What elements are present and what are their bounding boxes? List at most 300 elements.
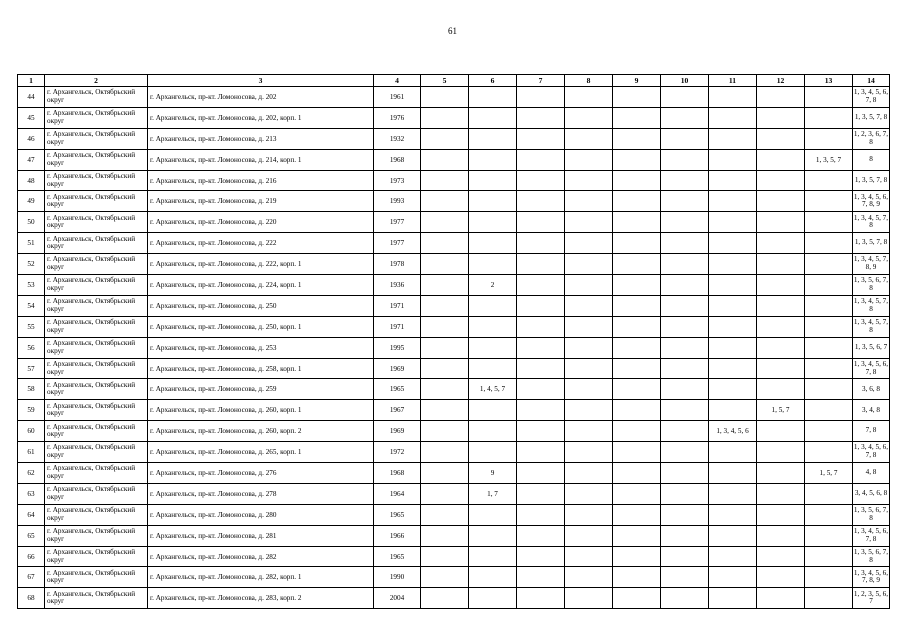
table-cell-col-6 <box>469 421 517 442</box>
table-cell-col-14: 8 <box>853 149 890 170</box>
table-cell-col-3: г. Архангельск, пр-кт. Ломоносова, д. 202, корп. 1 <box>148 107 374 128</box>
table-cell-col-14: 1, 3, 5, 6, 7, 8 <box>853 504 890 525</box>
table-cell-col-13 <box>805 233 853 254</box>
table-cell-col-6 <box>469 546 517 567</box>
table-cell-col-7 <box>517 149 565 170</box>
column-header-1: 1 <box>18 75 45 87</box>
table-row <box>18 191 890 212</box>
table-cell-col-6 <box>469 170 517 191</box>
table-cell-col-2: г. Архангельск, Октябрьский округ <box>45 546 148 567</box>
table-row <box>18 107 890 128</box>
table-cell-col-5 <box>421 233 469 254</box>
table-cell-col-9 <box>613 442 661 463</box>
table-row <box>18 463 890 484</box>
table-cell-col-3: г. Архангельск, пр-кт. Ломоносова, д. 214, корп. 1 <box>148 149 374 170</box>
table-cell-col-13 <box>805 442 853 463</box>
table-cell-col-11 <box>709 358 757 379</box>
table-row <box>18 275 890 296</box>
table-cell-col-5 <box>421 379 469 400</box>
table-cell-col-13: 1, 3, 5, 7 <box>805 149 853 170</box>
table-cell-col-1: 54 <box>18 295 45 316</box>
table-cell-col-8 <box>565 87 613 108</box>
table-cell-col-3: г. Архангельск, пр-кт. Ломоносова, д. 283, корп. 2 <box>148 588 374 609</box>
table-cell-col-1: 49 <box>18 191 45 212</box>
table-cell-col-13 <box>805 504 853 525</box>
table-cell-col-5 <box>421 275 469 296</box>
table-row <box>18 212 890 233</box>
table-cell-col-1: 64 <box>18 504 45 525</box>
table-cell-col-8 <box>565 525 613 546</box>
table-row <box>18 504 890 525</box>
table-cell-col-12 <box>757 379 805 400</box>
table-cell-col-8 <box>565 107 613 128</box>
table-cell-col-12 <box>757 421 805 442</box>
table-cell-col-3: г. Архангельск, пр-кт. Ломоносова, д. 260, корп. 2 <box>148 421 374 442</box>
table-row <box>18 525 890 546</box>
table-cell-col-8 <box>565 275 613 296</box>
table-cell-col-4: 1965 <box>374 504 421 525</box>
table-cell-col-10 <box>661 483 709 504</box>
table-cell-col-2: г. Архангельск, Октябрьский округ <box>45 254 148 275</box>
table-cell-col-11 <box>709 87 757 108</box>
table-cell-col-12 <box>757 107 805 128</box>
table-cell-col-6 <box>469 254 517 275</box>
table-cell-col-12 <box>757 588 805 609</box>
table-cell-col-1: 55 <box>18 316 45 337</box>
table-cell-col-2: г. Архангельск, Октябрьский округ <box>45 588 148 609</box>
table-row <box>18 170 890 191</box>
table-cell-col-10 <box>661 546 709 567</box>
table-cell-col-7 <box>517 233 565 254</box>
table-cell-col-8 <box>565 337 613 358</box>
table-cell-col-7 <box>517 358 565 379</box>
table-cell-col-10 <box>661 212 709 233</box>
table-cell-col-13 <box>805 421 853 442</box>
table-cell-col-7 <box>517 567 565 588</box>
table-cell-col-10 <box>661 149 709 170</box>
table-cell-col-1: 45 <box>18 107 45 128</box>
table-cell-col-12 <box>757 567 805 588</box>
table-cell-col-12 <box>757 483 805 504</box>
table-cell-col-6 <box>469 442 517 463</box>
table-cell-col-5 <box>421 525 469 546</box>
table-cell-col-12 <box>757 254 805 275</box>
table-cell-col-1: 61 <box>18 442 45 463</box>
table-cell-col-3: г. Архангельск, пр-кт. Ломоносова, д. 265, корп. 1 <box>148 442 374 463</box>
table-cell-col-14: 1, 3, 4, 5, 7, 8, 9 <box>853 254 890 275</box>
table-cell-col-9 <box>613 400 661 421</box>
table-cell-col-1: 50 <box>18 212 45 233</box>
table-cell-col-10 <box>661 588 709 609</box>
table-cell-col-2: г. Архангельск, Октябрьский округ <box>45 170 148 191</box>
table-cell-col-9 <box>613 107 661 128</box>
table-cell-col-14: 1, 3, 4, 5, 6, 7, 8 <box>853 358 890 379</box>
column-header-6: 6 <box>469 75 517 87</box>
table-cell-col-13 <box>805 107 853 128</box>
table-cell-col-13 <box>805 483 853 504</box>
table-cell-col-3: г. Архангельск, пр-кт. Ломоносова, д. 281 <box>148 525 374 546</box>
table-cell-col-14: 3, 4, 5, 6, 8 <box>853 483 890 504</box>
table-cell-col-12 <box>757 212 805 233</box>
table-cell-col-4: 1966 <box>374 525 421 546</box>
table-cell-col-2: г. Архангельск, Октябрьский округ <box>45 295 148 316</box>
table-cell-col-4: 1977 <box>374 212 421 233</box>
table-cell-col-6 <box>469 149 517 170</box>
table-cell-col-11 <box>709 254 757 275</box>
table-cell-col-3: г. Архангельск, пр-кт. Ломоносова, д. 213 <box>148 128 374 149</box>
table-cell-col-9 <box>613 546 661 567</box>
table-cell-col-4: 1968 <box>374 149 421 170</box>
table-cell-col-1: 66 <box>18 546 45 567</box>
table-cell-col-8 <box>565 504 613 525</box>
table-cell-col-5 <box>421 358 469 379</box>
table-cell-col-4: 2004 <box>374 588 421 609</box>
table-cell-col-12 <box>757 504 805 525</box>
table-cell-col-3: г. Архангельск, пр-кт. Ломоносова, д. 202 <box>148 87 374 108</box>
table-cell-col-10 <box>661 170 709 191</box>
table-cell-col-12 <box>757 275 805 296</box>
table-cell-col-3: г. Архангельск, пр-кт. Ломоносова, д. 260, корп. 1 <box>148 400 374 421</box>
table-cell-col-11 <box>709 295 757 316</box>
column-header-5: 5 <box>421 75 469 87</box>
table-cell-col-14: 3, 4, 8 <box>853 400 890 421</box>
table-cell-col-14: 1, 3, 5, 7, 8 <box>853 233 890 254</box>
table-cell-col-7 <box>517 275 565 296</box>
table-cell-col-12 <box>757 128 805 149</box>
table-row <box>18 421 890 442</box>
table-cell-col-5 <box>421 337 469 358</box>
table-cell-col-13 <box>805 275 853 296</box>
table-cell-col-9 <box>613 295 661 316</box>
table-cell-col-5 <box>421 400 469 421</box>
table-cell-col-4: 1961 <box>374 87 421 108</box>
table-cell-col-1: 65 <box>18 525 45 546</box>
table-row <box>18 567 890 588</box>
table-cell-col-12 <box>757 87 805 108</box>
column-header-7: 7 <box>517 75 565 87</box>
table-cell-col-8 <box>565 295 613 316</box>
table-cell-col-7 <box>517 128 565 149</box>
table-cell-col-11 <box>709 275 757 296</box>
table-row <box>18 400 890 421</box>
table-cell-col-11 <box>709 107 757 128</box>
column-header-8: 8 <box>565 75 613 87</box>
table-cell-col-11 <box>709 588 757 609</box>
table-cell-col-8 <box>565 128 613 149</box>
table-cell-col-5 <box>421 295 469 316</box>
table-cell-col-6: 1, 4, 5, 7 <box>469 379 517 400</box>
table-row <box>18 316 890 337</box>
table-cell-col-3: г. Архангельск, пр-кт. Ломоносова, д. 259 <box>148 379 374 400</box>
table-cell-col-10 <box>661 128 709 149</box>
table-cell-col-7 <box>517 400 565 421</box>
table-cell-col-13 <box>805 295 853 316</box>
table-cell-col-3: г. Архангельск, пр-кт. Ломоносова, д. 282, корп. 1 <box>148 567 374 588</box>
table-cell-col-5 <box>421 442 469 463</box>
table-cell-col-14: 1, 3, 4, 5, 7, 8 <box>853 295 890 316</box>
table-cell-col-14: 1, 3, 5, 6, 7 <box>853 337 890 358</box>
table-cell-col-2: г. Архангельск, Октябрьский округ <box>45 379 148 400</box>
table-cell-col-12 <box>757 358 805 379</box>
table-cell-col-6 <box>469 337 517 358</box>
table-cell-col-8 <box>565 546 613 567</box>
table-cell-col-10 <box>661 254 709 275</box>
table-cell-col-8 <box>565 170 613 191</box>
column-header-9: 9 <box>613 75 661 87</box>
table-cell-col-7 <box>517 254 565 275</box>
table-cell-col-5 <box>421 504 469 525</box>
table-cell-col-3: г. Архангельск, пр-кт. Ломоносова, д. 250 <box>148 295 374 316</box>
table-cell-col-6 <box>469 295 517 316</box>
table-cell-col-11 <box>709 212 757 233</box>
table-cell-col-12 <box>757 337 805 358</box>
table-cell-col-5 <box>421 191 469 212</box>
table-cell-col-7 <box>517 337 565 358</box>
table-cell-col-3: г. Архангельск, пр-кт. Ломоносова, д. 278 <box>148 483 374 504</box>
table-cell-col-4: 1936 <box>374 275 421 296</box>
table-cell-col-1: 67 <box>18 567 45 588</box>
table-cell-col-8 <box>565 421 613 442</box>
table-cell-col-11 <box>709 337 757 358</box>
table-cell-col-14: 3, 6, 8 <box>853 379 890 400</box>
table-cell-col-7 <box>517 504 565 525</box>
table-cell-col-11 <box>709 567 757 588</box>
table-cell-col-11 <box>709 233 757 254</box>
table-row <box>18 295 890 316</box>
table-cell-col-9 <box>613 149 661 170</box>
table-cell-col-1: 52 <box>18 254 45 275</box>
table-cell-col-7 <box>517 546 565 567</box>
table-cell-col-2: г. Архангельск, Октябрьский округ <box>45 463 148 484</box>
table-cell-col-9 <box>613 128 661 149</box>
table-cell-col-13 <box>805 191 853 212</box>
table-cell-col-13 <box>805 212 853 233</box>
table-cell-col-4: 1972 <box>374 442 421 463</box>
table-cell-col-4: 1932 <box>374 128 421 149</box>
data-table <box>17 74 890 609</box>
column-header-13: 13 <box>805 75 853 87</box>
column-header-3: 3 <box>148 75 374 87</box>
table-cell-col-12: 1, 5, 7 <box>757 400 805 421</box>
table-cell-col-5 <box>421 567 469 588</box>
table-cell-col-6 <box>469 525 517 546</box>
table-cell-col-10 <box>661 421 709 442</box>
table-cell-col-3: г. Архангельск, пр-кт. Ломоносова, д. 219 <box>148 191 374 212</box>
table-cell-col-9 <box>613 170 661 191</box>
table-cell-col-11 <box>709 442 757 463</box>
table-cell-col-2: г. Архангельск, Октябрьский округ <box>45 358 148 379</box>
table-cell-col-1: 51 <box>18 233 45 254</box>
table-cell-col-14: 7, 8 <box>853 421 890 442</box>
table-cell-col-12 <box>757 149 805 170</box>
table-cell-col-4: 1971 <box>374 316 421 337</box>
table-cell-col-7 <box>517 87 565 108</box>
table-cell-col-3: г. Архангельск, пр-кт. Ломоносова, д. 253 <box>148 337 374 358</box>
table-cell-col-5 <box>421 87 469 108</box>
table-cell-col-2: г. Архангельск, Октябрьский округ <box>45 107 148 128</box>
table-cell-col-2: г. Архангельск, Октябрьский округ <box>45 337 148 358</box>
table-cell-col-7 <box>517 170 565 191</box>
table-cell-col-11 <box>709 149 757 170</box>
table-cell-col-10 <box>661 295 709 316</box>
table-cell-col-12 <box>757 170 805 191</box>
table-cell-col-9 <box>613 254 661 275</box>
table-cell-col-10 <box>661 463 709 484</box>
table-cell-col-3: г. Архангельск, пр-кт. Ломоносова, д. 220 <box>148 212 374 233</box>
table-cell-col-8 <box>565 212 613 233</box>
column-header-10: 10 <box>661 75 709 87</box>
table-cell-col-6 <box>469 233 517 254</box>
header-row <box>18 75 890 87</box>
table-cell-col-1: 59 <box>18 400 45 421</box>
table-cell-col-4: 1977 <box>374 233 421 254</box>
table-cell-col-6 <box>469 588 517 609</box>
table-cell-col-6 <box>469 504 517 525</box>
table-row <box>18 379 890 400</box>
table-cell-col-13 <box>805 379 853 400</box>
table-cell-col-9 <box>613 212 661 233</box>
table-cell-col-3: г. Архангельск, пр-кт. Ломоносова, д. 216 <box>148 170 374 191</box>
table-cell-col-14: 1, 3, 4, 5, 7, 8 <box>853 316 890 337</box>
table-cell-col-4: 1993 <box>374 191 421 212</box>
column-header-14: 14 <box>853 75 890 87</box>
table-cell-col-4: 1990 <box>374 567 421 588</box>
table-cell-col-14: 1, 2, 3, 6, 7, 8 <box>853 128 890 149</box>
table-cell-col-7 <box>517 483 565 504</box>
table-cell-col-2: г. Архангельск, Октябрьский округ <box>45 421 148 442</box>
table-cell-col-6 <box>469 107 517 128</box>
table-cell-col-1: 62 <box>18 463 45 484</box>
table-cell-col-12 <box>757 316 805 337</box>
table-cell-col-12 <box>757 233 805 254</box>
table-cell-col-2: г. Архангельск, Октябрьский округ <box>45 316 148 337</box>
table-cell-col-9 <box>613 316 661 337</box>
table-cell-col-3: г. Архангельск, пр-кт. Ломоносова, д. 222 <box>148 233 374 254</box>
table-cell-col-7 <box>517 421 565 442</box>
table-cell-col-2: г. Архангельск, Октябрьский округ <box>45 149 148 170</box>
table-cell-col-11 <box>709 504 757 525</box>
table-cell-col-6 <box>469 212 517 233</box>
column-header-12: 12 <box>757 75 805 87</box>
table-cell-col-8 <box>565 567 613 588</box>
table-cell-col-10 <box>661 107 709 128</box>
table-cell-col-4: 1978 <box>374 254 421 275</box>
table-row <box>18 483 890 504</box>
table-cell-col-1: 56 <box>18 337 45 358</box>
table-cell-col-8 <box>565 233 613 254</box>
table-cell-col-4: 1968 <box>374 463 421 484</box>
table-cell-col-3: г. Архангельск, пр-кт. Ломоносова, д. 280 <box>148 504 374 525</box>
table-cell-col-13 <box>805 87 853 108</box>
table-cell-col-10 <box>661 442 709 463</box>
table-cell-col-12 <box>757 463 805 484</box>
table-cell-col-1: 46 <box>18 128 45 149</box>
table-cell-col-2: г. Архангельск, Октябрьский округ <box>45 128 148 149</box>
table-cell-col-5 <box>421 254 469 275</box>
table-row <box>18 87 890 108</box>
table-cell-col-2: г. Архангельск, Октябрьский округ <box>45 191 148 212</box>
table-cell-col-4: 1964 <box>374 483 421 504</box>
table-row <box>18 254 890 275</box>
table-cell-col-5 <box>421 212 469 233</box>
table-cell-col-10 <box>661 233 709 254</box>
table-cell-col-5 <box>421 463 469 484</box>
table-cell-col-7 <box>517 463 565 484</box>
table-cell-col-11 <box>709 400 757 421</box>
table-cell-col-13 <box>805 254 853 275</box>
table-cell-col-11 <box>709 170 757 191</box>
table-cell-col-8 <box>565 483 613 504</box>
table-cell-col-2: г. Архангельск, Октябрьский округ <box>45 504 148 525</box>
table-cell-col-13 <box>805 567 853 588</box>
table-cell-col-6 <box>469 191 517 212</box>
table-cell-col-5 <box>421 546 469 567</box>
table-cell-col-9 <box>613 525 661 546</box>
table-cell-col-2: г. Архангельск, Октябрьский округ <box>45 483 148 504</box>
table-cell-col-6 <box>469 128 517 149</box>
table-cell-col-12 <box>757 442 805 463</box>
table-cell-col-4: 1973 <box>374 170 421 191</box>
table-row <box>18 128 890 149</box>
table-cell-col-1: 58 <box>18 379 45 400</box>
table-cell-col-7 <box>517 379 565 400</box>
table-cell-col-8 <box>565 588 613 609</box>
table-cell-col-11 <box>709 128 757 149</box>
table-cell-col-2: г. Архангельск, Октябрьский округ <box>45 400 148 421</box>
table-cell-col-13 <box>805 525 853 546</box>
table-cell-col-8 <box>565 463 613 484</box>
table-cell-col-8 <box>565 149 613 170</box>
table-cell-col-9 <box>613 379 661 400</box>
table-cell-col-14: 1, 3, 5, 7, 8 <box>853 170 890 191</box>
table-cell-col-2: г. Архангельск, Октябрьский округ <box>45 212 148 233</box>
table-cell-col-9 <box>613 421 661 442</box>
table-cell-col-9 <box>613 358 661 379</box>
table-cell-col-9 <box>613 337 661 358</box>
table-cell-col-7 <box>517 442 565 463</box>
table-cell-col-4: 1995 <box>374 337 421 358</box>
table-cell-col-14: 1, 3, 4, 5, 6, 7, 8, 9 <box>853 567 890 588</box>
table-row <box>18 337 890 358</box>
table-cell-col-8 <box>565 316 613 337</box>
table-cell-col-10 <box>661 525 709 546</box>
table-cell-col-13 <box>805 128 853 149</box>
table-cell-col-12 <box>757 525 805 546</box>
table-cell-col-4: 1971 <box>374 295 421 316</box>
table-row <box>18 149 890 170</box>
table-cell-col-7 <box>517 588 565 609</box>
table-cell-col-1: 63 <box>18 483 45 504</box>
table-cell-col-9 <box>613 567 661 588</box>
table-cell-col-13 <box>805 358 853 379</box>
table-cell-col-4: 1967 <box>374 400 421 421</box>
table-cell-col-8 <box>565 400 613 421</box>
table-cell-col-9 <box>613 87 661 108</box>
table-cell-col-11 <box>709 379 757 400</box>
table-row <box>18 588 890 609</box>
table-cell-col-5 <box>421 421 469 442</box>
table-row <box>18 233 890 254</box>
table-cell-col-14: 1, 2, 3, 5, 6, 7 <box>853 588 890 609</box>
table-cell-col-6 <box>469 400 517 421</box>
table-cell-col-11 <box>709 546 757 567</box>
table-cell-col-14: 4, 8 <box>853 463 890 484</box>
table-cell-col-9 <box>613 504 661 525</box>
column-header-2: 2 <box>45 75 148 87</box>
table-cell-col-11 <box>709 483 757 504</box>
table-cell-col-7 <box>517 191 565 212</box>
table-cell-col-13: 1, 5, 7 <box>805 463 853 484</box>
